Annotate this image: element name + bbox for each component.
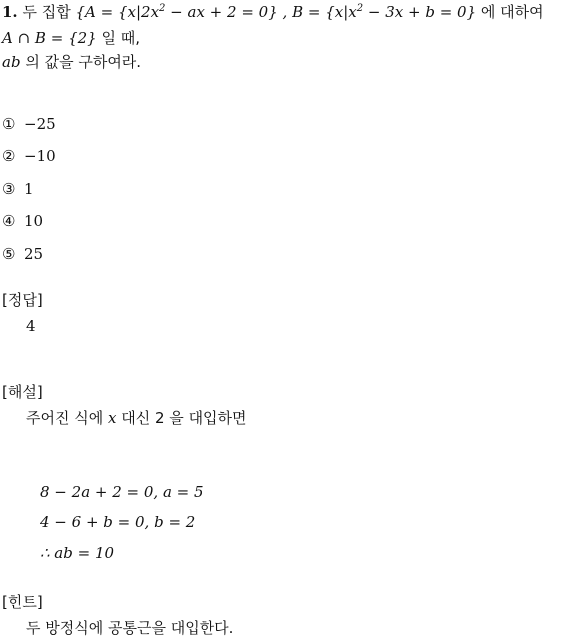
choice-value: −25 [24,115,56,133]
choice-1 [2,114,56,134]
choice-4 [2,211,43,231]
choice-3 [2,179,34,199]
choice-value: 10 [24,212,44,230]
equation-2: 4 − 6 + b = 0, b = 2 [40,513,196,531]
solution-label: [해설] [2,383,43,401]
choice-value: 1 [24,180,34,198]
variable-x: x [108,409,117,427]
choice-value: −10 [24,147,56,165]
choice-mark: ④ [2,212,16,230]
choice-mark: ③ [2,180,16,198]
question-line-2-text: 일 때, [101,29,141,47]
hint-label: [힌트] [2,593,43,611]
question-text: 두 집합 [22,3,71,21]
product-expression: ab [2,53,21,71]
choice-value: 25 [24,245,44,263]
choice-mark: ① [2,115,16,133]
answer-label: [정답] [2,291,43,309]
intersection-expression: A ∩ B = {2} [2,29,97,47]
set-b-expression: , $B = \{x|x^2 - 3x + b = 0\}$ [282,3,477,21]
choice-2 [2,146,56,166]
question-line-2 [2,28,140,48]
solution-intro: 주어진 식에 x 대신 2 을 대입하면 [26,409,247,427]
question-line-3 [2,52,141,72]
question-line-1 [2,2,544,22]
choice-mark: ② [2,147,16,165]
equation-1: 8 − 2a + 2 = 0, a = 5 [40,483,204,501]
question-text-tail: 에 대하여 [480,3,544,21]
choice-5 [2,244,43,264]
answer-value: 4 [26,317,36,335]
question-number: 1. [2,3,18,21]
equation-3: ∴ ab = 10 [40,544,115,562]
question-line-3-text: 의 값을 구하여라. [25,53,142,71]
choice-mark: ⑤ [2,245,16,263]
hint-text: 두 방정식에 공통근을 대입한다. [26,619,234,637]
set-a-expression: {$A = \{x|2x^2$ − ax + 2 = 0} [75,3,278,21]
